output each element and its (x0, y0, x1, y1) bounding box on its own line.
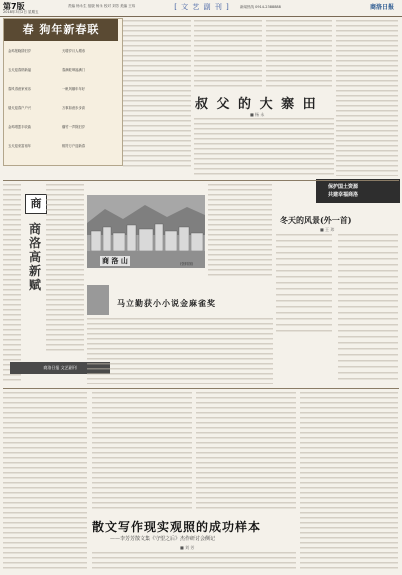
newspaper-logo-box: 商洛日报 文艺副刊 (10, 362, 110, 374)
shangluo-badge-char: 商 (30, 197, 42, 210)
couplet-line: 一帆风顺年年好 (62, 87, 86, 91)
article-author-essay: ■ 刘 芳 (180, 545, 195, 550)
article-title-uncle: 叔 父 的 大 寨 田 (195, 97, 318, 112)
issue-date: 2018年3月2日 星期五 (3, 10, 39, 14)
body-text (46, 184, 84, 354)
body-text (208, 184, 272, 276)
couplet-line: 万事如意步步高 (62, 106, 86, 110)
couplets-right-col (62, 48, 116, 148)
body-text (194, 118, 334, 176)
newspaper-brand: 商洛日报 (370, 4, 395, 11)
body-text (87, 318, 273, 384)
ad-line-1: 保护国土资源 (328, 184, 359, 190)
couplet-line: 天增岁月人增寿 (62, 49, 86, 53)
section-title: [ 文 艺 副 刊 ] (174, 3, 230, 11)
editor-line: 责编 杨永生 组版 杨永 校对 刘芳 美编 王玮 (68, 4, 136, 8)
couplet-line: 桃符万户迎新春 (62, 144, 86, 148)
couplet-line: 春风得意家家乐 (8, 87, 32, 91)
body-text (92, 392, 192, 510)
article-author-scenery: ■ 王 玮 (320, 227, 335, 232)
body-text (123, 20, 191, 170)
body-text (266, 20, 332, 88)
divider (3, 180, 399, 181)
body-text (276, 234, 332, 334)
article-title-essay: 散文写作现实观照的成功样本 (92, 520, 262, 534)
body-text (336, 20, 398, 176)
public-ad (316, 179, 400, 203)
couplet-line: 春满乾坤福满门 (62, 68, 86, 72)
couplets-title: 春 狗年新春联 (4, 19, 118, 41)
body-text (338, 234, 398, 380)
body-text (3, 392, 87, 572)
body-text (194, 20, 262, 88)
page-number: 第7版 (3, 2, 25, 11)
photo-title: 商 洛 山 (102, 256, 128, 265)
couplet-line: 瑞犬迎春户户兴 (8, 106, 32, 110)
article-title-shangluo: 商洛高新赋 (28, 222, 41, 292)
article-title-scenery: 冬天的风景(外一首) (280, 215, 352, 225)
body-text (3, 184, 21, 384)
couplet-line: 玉犬迎春纳新福 (8, 68, 32, 72)
couplets-left-col (8, 48, 58, 148)
couplet-line: 金鸡报晓辞旧岁 (8, 49, 32, 53)
article-title-ma: 马立勤获小小说金麻雀奖 (117, 298, 216, 308)
couplet-line: 玉犬迎来富裕年 (8, 144, 32, 148)
body-text (300, 392, 398, 572)
divider (3, 388, 399, 389)
couplet-line: 爆竹一声除旧岁 (62, 125, 86, 129)
ad-line-2: 共建幸福商洛 (328, 192, 359, 198)
shangluo-badge (25, 194, 47, 214)
author-photo (87, 285, 109, 315)
article-author-uncle: ■ 杨 永 (250, 112, 265, 117)
hotline: 新闻热线 0914-2388888 (240, 5, 281, 9)
page-header (0, 0, 402, 17)
body-text (196, 392, 296, 510)
photo-credit: (资料图) (180, 262, 194, 266)
article-subtitle-essay: ——李芳芳散文集《守望之后》杰作研讨会侧记 (110, 536, 216, 542)
couplet-line: 金鸡唱罢丰收曲 (8, 125, 32, 129)
body-text (92, 552, 296, 572)
